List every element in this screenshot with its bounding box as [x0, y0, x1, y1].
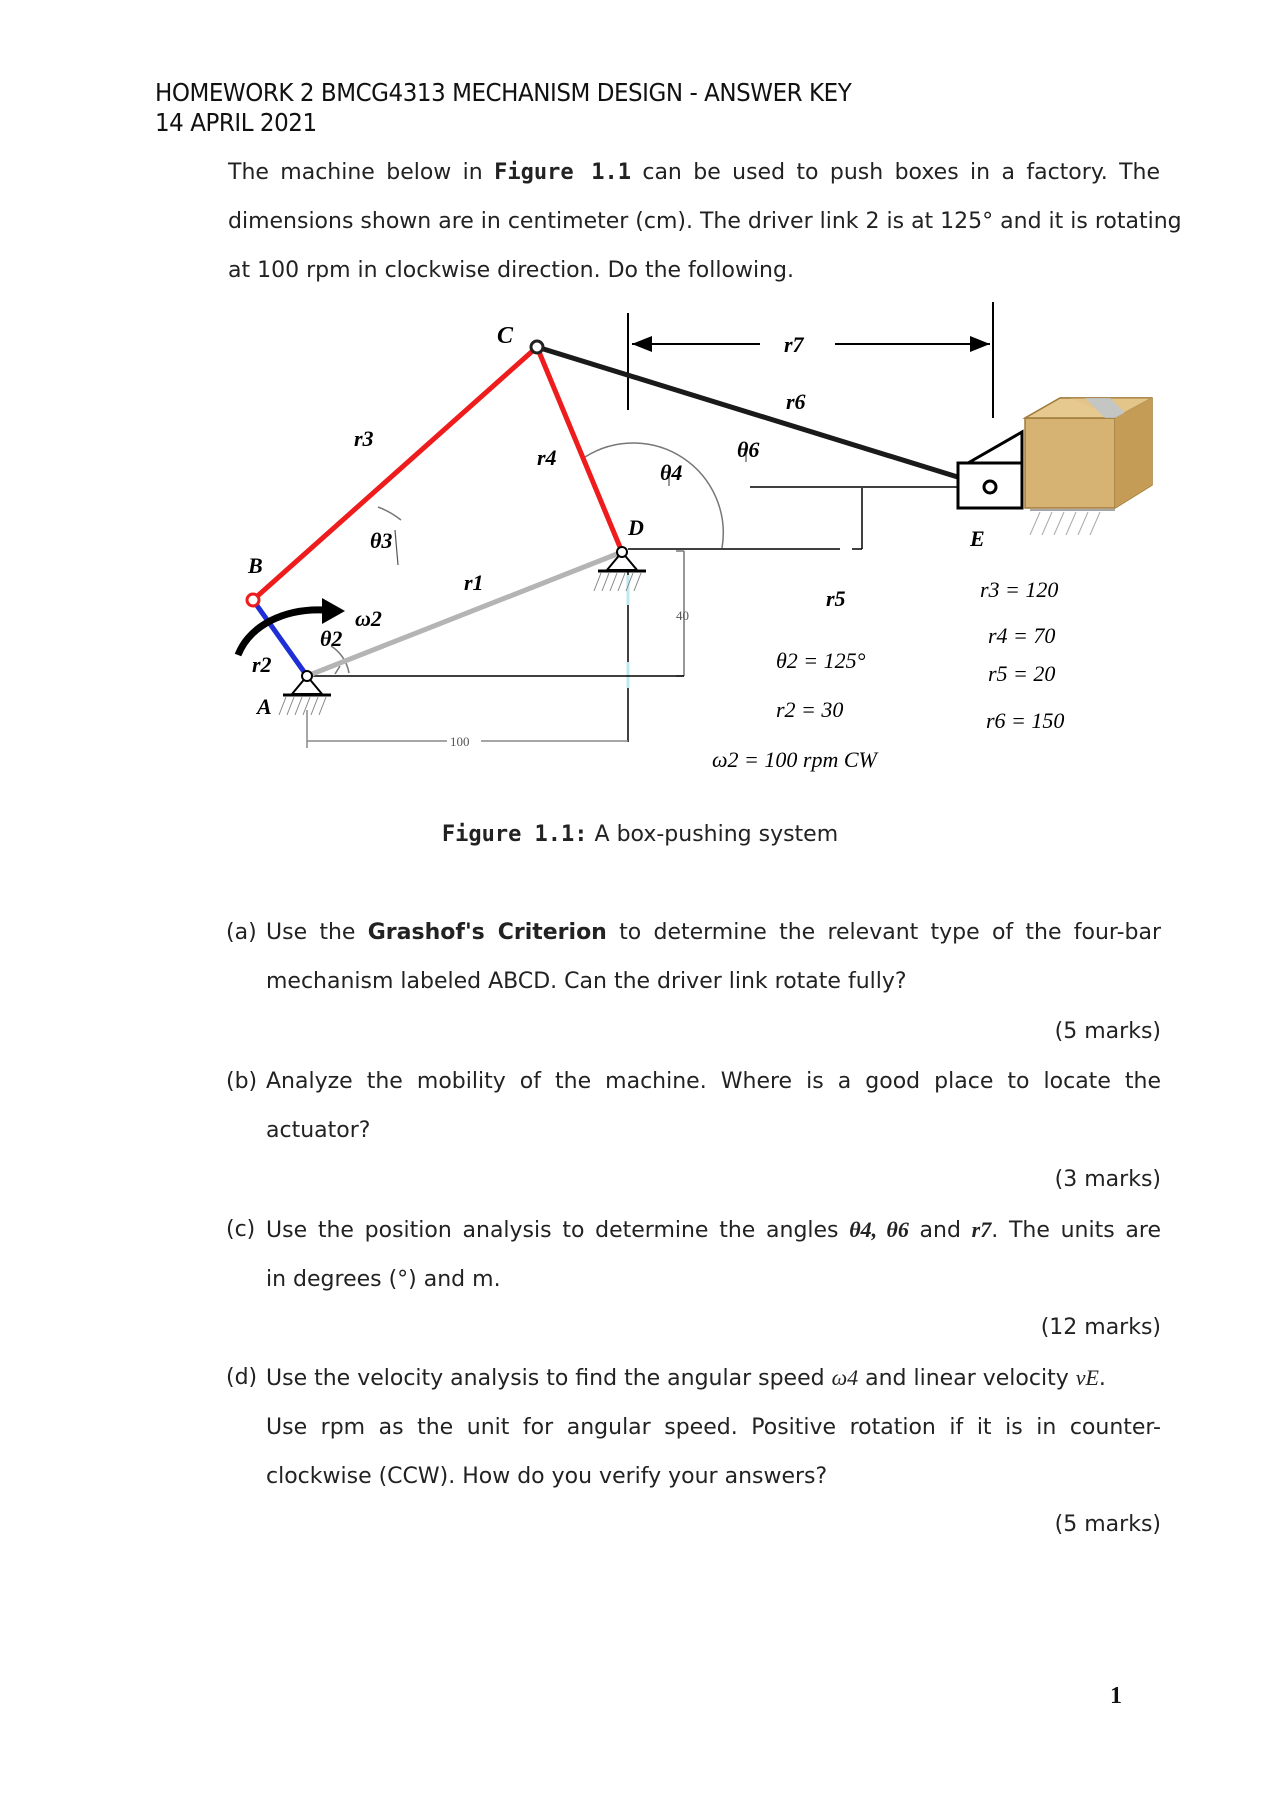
given-omega2: ω2 = 100 rpm CW — [712, 747, 877, 772]
question-b-line-2: actuator? — [266, 1118, 371, 1143]
question-d-label: (d) — [226, 1365, 258, 1390]
theta-vars: θ4, θ6 — [849, 1217, 909, 1242]
r7-var: r7 — [971, 1217, 992, 1242]
label-b: B — [248, 553, 263, 578]
question-c — [226, 1205, 1161, 1304]
joint-b — [247, 594, 259, 606]
question-c-line-2: in degrees (°) and m. — [266, 1267, 501, 1292]
ve-var: vE — [1075, 1365, 1099, 1390]
question-a-line-1: Use the Grashof's Criterion to determine the relevant type of the four-bar — [266, 920, 1162, 945]
label-theta6: θ6 — [737, 437, 760, 462]
question-d — [226, 1353, 1161, 1501]
question-b-line-1: Analyze the mobility of the machine. Where is a good place to locate the — [266, 1069, 1161, 1094]
label-d: D — [628, 515, 644, 540]
theta3-leader — [395, 530, 398, 565]
theta3-arc — [378, 507, 401, 520]
figure-caption — [0, 822, 1280, 847]
question-d-line-2: Use rpm as the unit for angular speed. Positive rotation if it is in counter- — [266, 1415, 1161, 1440]
figure-reference: Figure 1.1 — [494, 160, 631, 185]
given-theta2: θ2 = 125° — [776, 648, 866, 673]
theta4-arc — [585, 443, 723, 548]
question-c-label: (c) — [226, 1217, 256, 1242]
intro-line-1: The machine below in Figure 1.1 can be used to push boxes in a factory. The — [228, 160, 1160, 185]
omega2-arrowhead — [322, 598, 345, 624]
r6-link — [537, 347, 990, 487]
dim-100-label: 100 — [450, 734, 470, 749]
ground-hatch-e — [1030, 510, 1115, 535]
cardboard-box-icon — [1025, 398, 1152, 508]
given-r4: r4 = 70 — [988, 623, 1056, 648]
question-c-marks: (12 marks) — [1040, 1315, 1161, 1340]
label-r7: r7 — [784, 332, 804, 357]
label-a: A — [257, 694, 272, 719]
label-r1: r1 — [464, 570, 484, 595]
question-b-label: (b) — [226, 1069, 258, 1094]
header-date: 14 APRIL 2021 — [155, 108, 317, 137]
joint-c — [531, 341, 543, 353]
header-title: HOMEWORK 2 BMCG4313 MECHANISM DESIGN - ANSWER KEY — [155, 78, 852, 107]
label-theta2: θ2 — [320, 626, 343, 651]
label-r6: r6 — [786, 389, 806, 414]
question-a-label: (a) — [226, 920, 257, 945]
question-d-marks: (5 marks) — [1054, 1512, 1161, 1537]
question-d-line-1: Use the velocity analysis to find the angular speed ω4 and linear velocity vE. — [266, 1365, 1106, 1391]
label-r5: r5 — [826, 586, 846, 611]
label-r4: r4 — [537, 445, 557, 470]
grashof-bold: Grashof's Criterion — [367, 920, 607, 945]
given-r5: r5 = 20 — [988, 661, 1056, 686]
question-b — [226, 1057, 1161, 1155]
question-a — [226, 908, 1162, 1006]
r3-link — [253, 347, 537, 600]
mechanism-figure — [0, 270, 1280, 800]
figure-caption-label: Figure 1.1: — [441, 822, 588, 847]
ground-pin-d — [594, 547, 646, 591]
omega2-arrow — [238, 610, 325, 655]
question-c-line-1: Use the position analysis to determine the angles θ4, θ6 and r7. The units are — [266, 1217, 1161, 1243]
intro-line-2: dimensions shown are in centimeter (cm). The driver link 2 is at 125° and it is rotating — [228, 209, 1182, 234]
slider-e — [958, 432, 1022, 508]
given-r3: r3 = 120 — [980, 577, 1059, 602]
figure-caption-text: A box-pushing system — [587, 822, 839, 847]
question-a-line-2: mechanism labeled ABCD. Can the driver link rotate fully? — [266, 969, 907, 994]
label-theta3: θ3 — [370, 528, 393, 553]
given-r6: r6 = 150 — [986, 708, 1065, 733]
page-number: 1 — [1110, 1683, 1122, 1709]
question-a-marks: (5 marks) — [1054, 1019, 1161, 1044]
label-r2: r2 — [252, 652, 272, 677]
given-r2: r2 = 30 — [776, 697, 844, 722]
dim-40-label: 40 — [676, 608, 689, 623]
omega4-var: ω4 — [831, 1365, 859, 1390]
question-d-line-3: clockwise (CCW). How do you verify your answers? — [266, 1464, 828, 1489]
label-theta4: θ4 — [660, 460, 683, 485]
label-omega2: ω2 — [355, 606, 382, 631]
ground-pin-a — [279, 671, 331, 715]
label-e: E — [970, 526, 985, 551]
label-r3: r3 — [354, 426, 374, 451]
question-b-marks: (3 marks) — [1054, 1167, 1161, 1192]
intro-line-3: at 100 rpm in clockwise direction. Do the following. — [228, 258, 794, 283]
label-c: C — [497, 323, 514, 349]
